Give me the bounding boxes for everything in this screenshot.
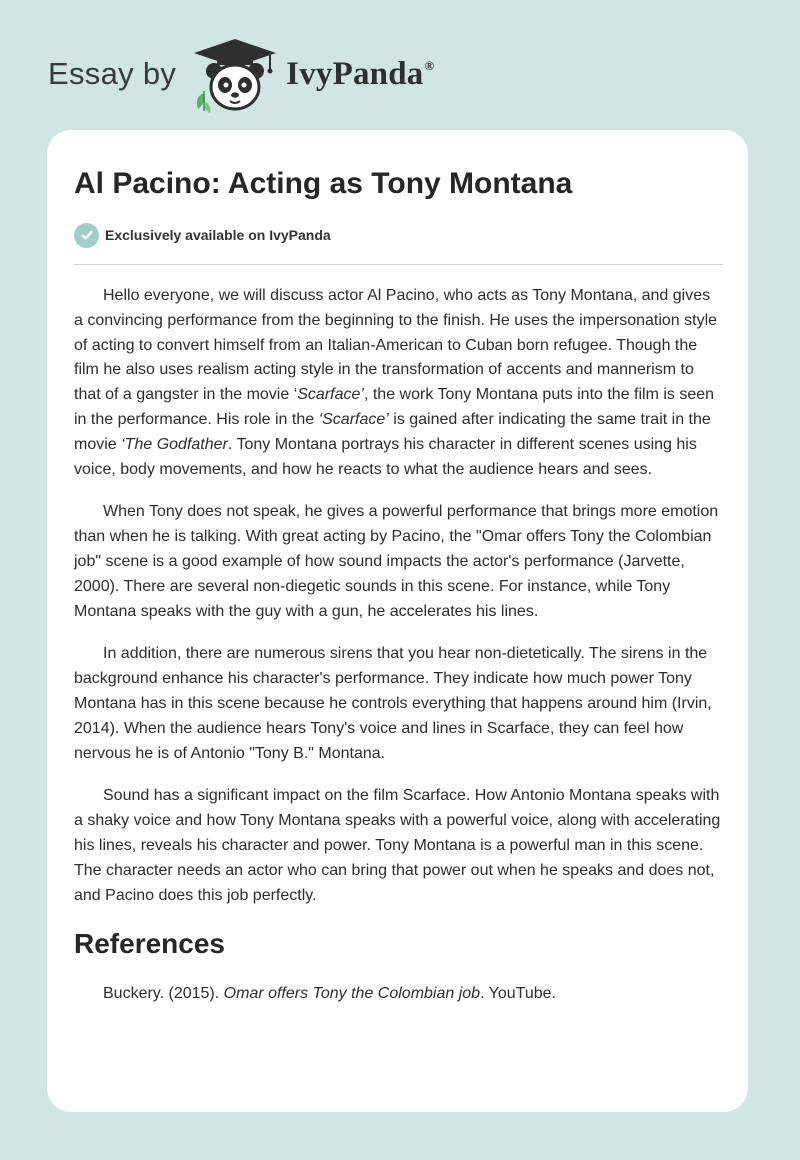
check-icon: [74, 223, 99, 248]
references-heading: References: [74, 928, 225, 960]
essay-content: [74, 164, 723, 1006]
reference-item: Buckery. (2015). Omar offers Tony the Colombian job. YouTube.: [103, 985, 556, 1003]
body-paragraph: Sound has a significant impact on the film Scarface. How Antonio Montana speaks with a shaky voice and how Tony Montana speaks with a powerful voice, along with accelerating his lines, reveals his character and power. Tony Montana is a powerful man in this scene. The character needs an actor who can bring that power out when he speaks and does not, and Pacino does this job perfectly.: [74, 787, 721, 904]
essay-card: [47, 130, 748, 1112]
trademark-symbol: ®: [424, 57, 435, 73]
body-paragraph: Hello everyone, we will discuss actor Al Pacino, who acts as Tony Montana, and gives a convincing performance from the beginning to the finish. He uses the impersonation style of acting to convert himself from an Italian-American to Cuban born refugee. Though the film he also uses realism acting style in the transformation of accents and mannerism to that of a gangster in the movie ‘Scarface’, the work Tony Montana puts into the film is seen in the performance. His role in the ‘Scarface’ is gained after indicating the same trait in the movie ‘The Godfather. Tony Montana portrays his character in different scenes using his voice, body movements, and how he reacts to what the audience hears and sees.: [74, 287, 718, 478]
badge-text: Exclusively available on IvyPanda: [105, 227, 331, 243]
exclusive-badge: [74, 222, 723, 248]
body-paragraph: In addition, there are numerous sirens that you hear non-dietetically. The sirens in the background enhance his character's performance. They indicate how much power Tony Montana has in this scene because he controls everything that happens around him (Irvin, 2014). When the audience hears Tony's voice and lines in Scarface, they can feel how nervous he is of Antonio "Tony B." Montana.: [74, 645, 712, 762]
essay-by-label: Essay by: [48, 56, 177, 91]
essay-body: [74, 284, 723, 908]
divider: [74, 264, 723, 265]
references-list: [74, 982, 723, 1006]
body-paragraph: When Tony does not speak, he gives a powerful performance that brings more emotion than when he is talking. With great acting by Pacino, the "Omar offers Tony the Colombian job" scene is a good example of how sound impacts the actor's performance (Jarvette, 2000). There are several non-diegetic sounds in this scene. For instance, while Tony Montana speaks with the guy with a gun, he accelerates his lines.: [74, 503, 719, 620]
site-header: [48, 34, 548, 114]
essay-title: Al Pacino: Acting as Tony Montana: [74, 167, 573, 200]
panda-graduate-icon: [190, 35, 280, 113]
brand-name: IvyPanda®: [286, 55, 435, 92]
